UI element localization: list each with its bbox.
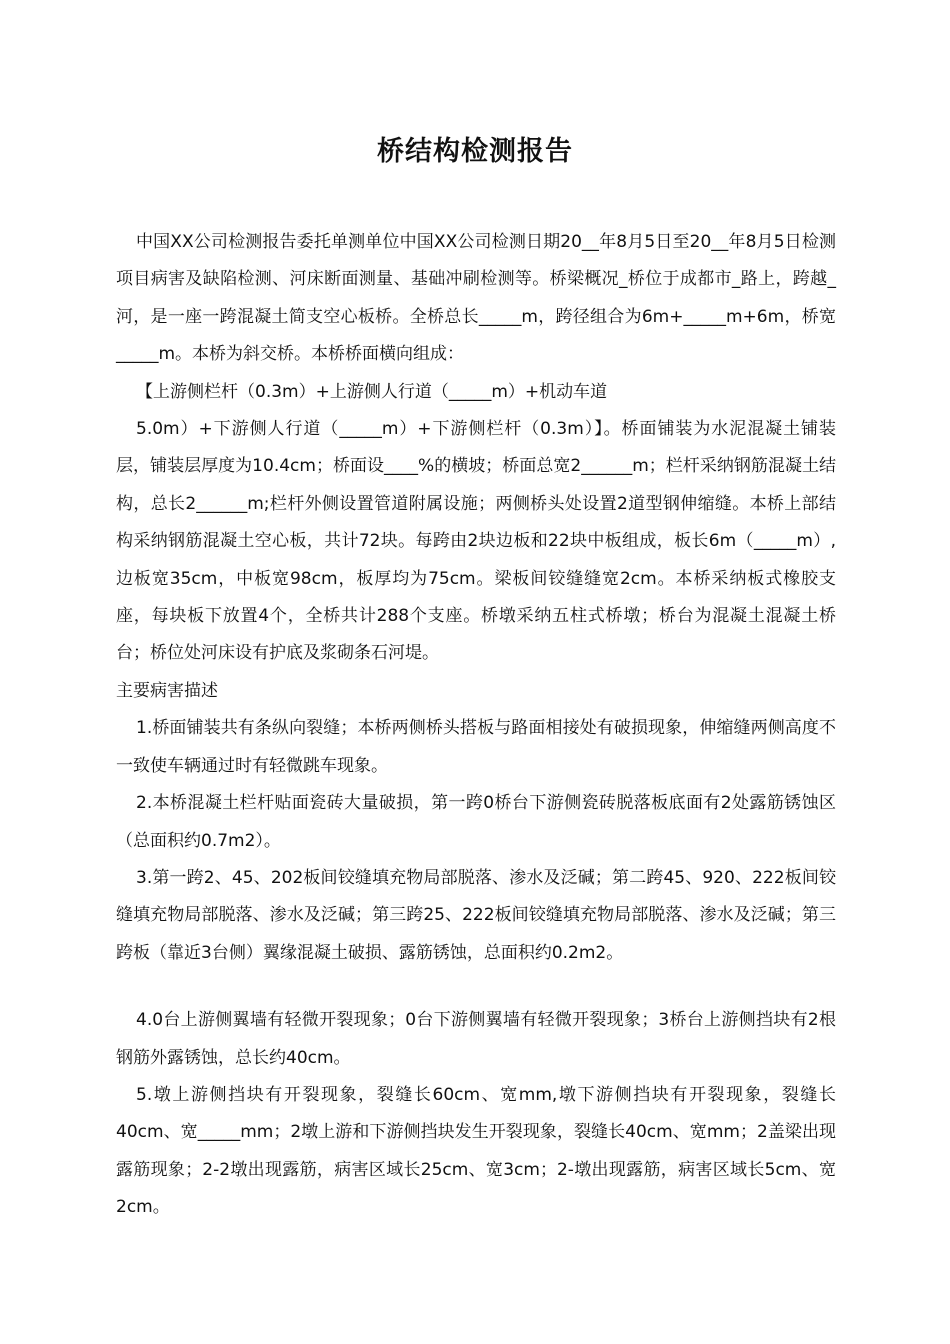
paragraph-gap (116, 972, 836, 1002)
defect-item-1: 1.桥面铺装共有条纵向裂缝；本桥两侧桥头搭板与路面相接处有破损现象，伸缩缝两侧高度不一致使车辆通过时有轻微跳车现象。 (116, 718, 836, 776)
paragraph-overview: 中国XX公司检测报告委托单测单位中国XX公司检测日期20__年8月5日至20__年8月5日检测项目病害及缺陷检测、河床断面测量、基础冲刷检测等。桥梁概况_桥位于成都市_路上，跨越_河，是一座一跨混凝土简支空心板桥。全桥总长_____m，跨径组合为6m+_____m+6m，桥宽_____m。本桥为斜交桥。本桥桥面横向组成： (116, 232, 836, 365)
document-title: 桥结构检测报告 (377, 136, 573, 167)
defect-item-3: 3.第一跨2、45、202板间铰缝填充物局部脱落、渗水及泛碱；第二跨45、920、222板间铰缝填充物局部脱落、渗水及泛碱；第三跨25、222板间铰缝填充物局部脱落、渗水及泛碱；第三跨板（靠近3台侧）翼缘混凝土破损、露筋锈蚀，总面积约0.2m2。 (116, 867, 836, 963)
defect-item-2: 2.本桥混凝土栏杆贴面瓷砖大量破损，第一跨0桥台下游侧瓷砖脱落板底面有2处露筋锈蚀区（总面积约0.7m2）。 (116, 793, 836, 851)
paragraph-deck-layout-details: 5.0m）+下游侧人行道（_____m）+下游侧栏杆（0.3m）】。桥面铺装为水泥混凝土铺装层，铺装层厚度为10.4cm；桥面设____%的横坡；桥面总宽2______m；栏杆采纳钢筋混凝土结构，总长2______m;栏杆外侧设置管道附属设施；两侧桥头处设置2道型钢伸缩缝。本桥上部结构采纳钢筋混凝土空心板，共计72块。每跨由2块边板和22块中板组成，板长6m（_____m）,边板宽35cm，中板宽98cm，板厚均为75cm。梁板间铰缝缝宽2cm。本桥采纳板式橡胶支座，每块板下放置4个，全桥共计288个支座。桥墩采纳五柱式桥墩；桥台为混凝土混凝土桥台；桥位处河床设有护底及浆砌条石河堤。 (116, 419, 836, 664)
defect-item-4: 4.0台上游侧翼墙有轻微开裂现象；0台下游侧翼墙有轻微开裂现象；3桥台上游侧挡块有2根钢筋外露锈蚀，总长约40cm。 (116, 1010, 836, 1068)
paragraph-deck-layout-start: 【上游侧栏杆（0.3m）+上游侧人行道（_____m）+机动车道 (136, 381, 608, 402)
defect-item-5: 5.墩上游侧挡块有开裂现象，裂缝长60cm、宽mm,墩下游侧挡块有开裂现象，裂缝长40cm、宽_____mm；2墩上游和下游侧挡块发生开裂现象，裂缝长40cm、宽mm；2盖梁出现露筋现象；2-2墩出现露筋，病害区域长25cm、宽3cm；2-墩出现露筋，病害区域长5cm、宽2cm。 (116, 1084, 836, 1218)
section-heading-defects: 主要病害描述 (116, 680, 218, 701)
document-body (116, 224, 836, 1227)
